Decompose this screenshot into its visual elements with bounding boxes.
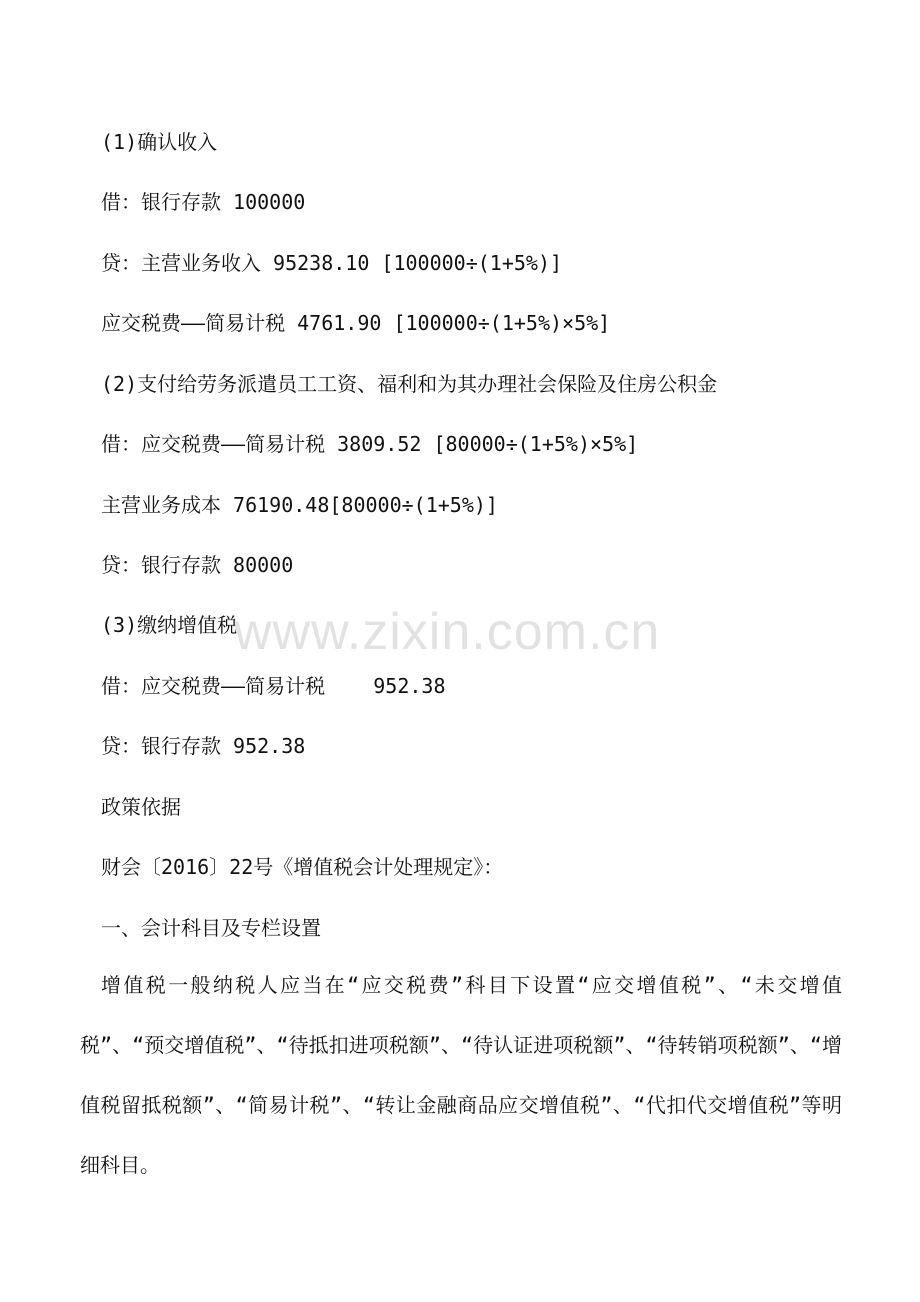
- paragraph-account-setup: 增值税一般纳税人应当在“应交税费”科目下设置“应交增值税”、“未交增值税”、“预交增值税”、“待抵扣进项税额”、“待认证进项税额”、“待转销项税额”、“增值税留抵税额”、“简易计税”、“转让金融商品应交增值税”、“代扣代交增值税”等明细科目。: [80, 973, 842, 1177]
- entry-debit-bank-deposit: 借：银行存款 100000: [101, 190, 306, 214]
- section-heading-accounts: 一、会计科目及专栏设置: [101, 916, 321, 940]
- entry-credit-bank-vat: 贷：银行存款 952.38: [101, 734, 306, 758]
- entry-debit-taxes-vat: 借：应交税费——简易计税 952.38: [101, 674, 446, 698]
- heading-pay-dispatched-staff: (2)支付给劳务派遣员工工资、福利和为其办理社会保险及住房公积金: [101, 372, 718, 396]
- heading-recognize-revenue: (1)确认收入: [101, 130, 218, 154]
- watermark: www.zixin.com.cn: [234, 603, 661, 661]
- heading-pay-vat: (3)缴纳增值税: [101, 613, 238, 637]
- entry-main-business-cost: 主营业务成本 76190.48[80000÷(1+5%)]: [101, 493, 498, 517]
- policy-citation: 财会〔2016〕22号《增值税会计处理规定》：: [101, 855, 504, 879]
- heading-policy-basis: 政策依据: [101, 795, 181, 819]
- entry-credit-main-revenue: 贷：主营业务收入 95238.10 [100000÷(1+5%)]: [101, 251, 563, 275]
- entry-taxes-simplified: 应交税费——简易计税 4761.90 [100000÷(1+5%)×5%]: [101, 311, 611, 335]
- entry-debit-taxes-simplified: 借：应交税费——简易计税 3809.52 [80000÷(1+5%)×5%]: [101, 432, 639, 456]
- entry-credit-bank-deposit: 贷：银行存款 80000: [101, 553, 294, 577]
